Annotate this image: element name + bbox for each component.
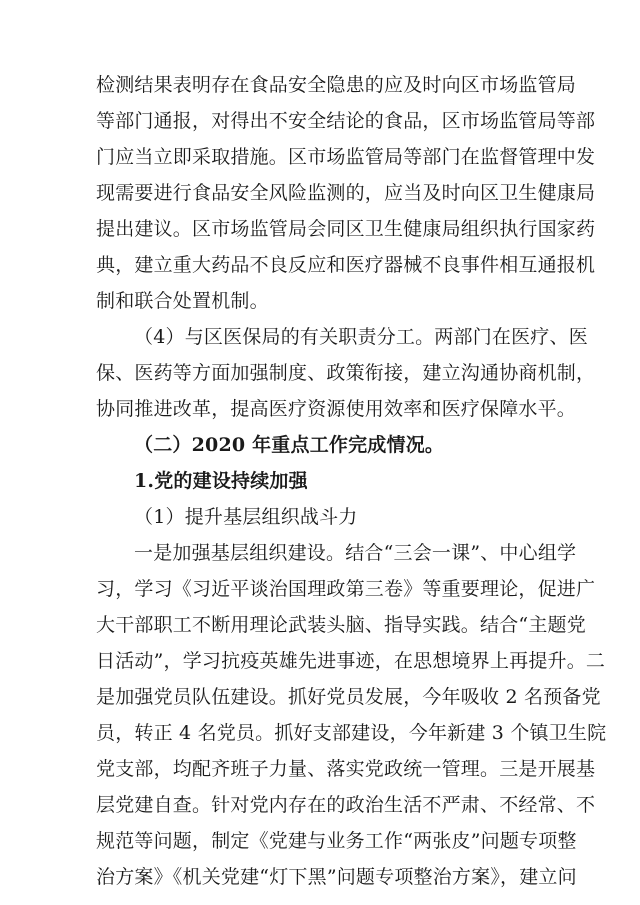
- paragraph-line: （1）提升基层组织战斗力: [134, 506, 358, 528]
- paragraph-line: 门应当立即采取措施。区市场监管局等部门在监督管理中发: [96, 146, 596, 168]
- section-heading-line: 1.党的建设持续加强: [134, 470, 308, 492]
- paragraph-line: 层党建自查。针对党内存在的政治生活不严肃、不经常、不: [96, 794, 596, 816]
- paragraph-line: 现需要进行食品安全风险监测的，应当及时向区卫生健康局: [96, 182, 596, 204]
- paragraph-line: 典，建立重大药品不良反应和医疗器械不良事件相互通报机: [96, 254, 596, 276]
- paragraph-line: （4）与区医保局的有关职责分工。两部门在医疗、医: [134, 326, 588, 348]
- paragraph-line: 习，学习《习近平谈治国理政第三卷》等重要理论，促进广: [96, 578, 596, 600]
- section-heading-line: （二）2020 年重点工作完成情况。: [134, 434, 445, 456]
- paragraph-line: 协同推进改革，提高医疗资源使用效率和医疗保障水平。: [96, 398, 577, 420]
- paragraph-line: 制和联合处置机制。: [96, 290, 269, 312]
- paragraph-line: 提出建议。区市场监管局会同区卫生健康局组织执行国家药: [96, 218, 596, 240]
- paragraph-line: 是加强党员队伍建设。抓好党员发展，今年吸收 2 名预备党: [96, 686, 601, 708]
- paragraph-line: 一是加强基层组织建设。结合“三会一课”、中心组学: [134, 542, 577, 564]
- paragraph-line: 党支部，均配齐班子力量、落实党政统一管理。三是开展基: [96, 758, 596, 780]
- paragraph-line: 检测结果表明存在食品安全隐患的应及时向区市场监管局: [96, 74, 577, 96]
- paragraph-line: 日活动”，学习抗疫英雄先进事迹，在思想境界上再提升。二: [96, 650, 606, 672]
- paragraph-line: 保、医药等方面加强制度、政策衔接，建立沟通协商机制，: [96, 362, 596, 384]
- paragraph-line: 大干部职工不断用理论武装头脑、指导实践。结合“主题党: [96, 614, 586, 636]
- document-page: [96, 72, 607, 900]
- paragraph-line: 员，转正 4 名党员。抓好支部建设，今年新建 3 个镇卫生院: [96, 722, 607, 744]
- paragraph-line: 治方案》《机关党建“灯下黑”问题专项整治方案》，建立问: [96, 866, 577, 888]
- paragraph-line: 规范等问题，制定《党建与业务工作“两张皮”问题专项整: [96, 830, 577, 852]
- paragraph-line: 等部门通报，对得出不安全结论的食品，区市场监管局等部: [96, 110, 596, 132]
